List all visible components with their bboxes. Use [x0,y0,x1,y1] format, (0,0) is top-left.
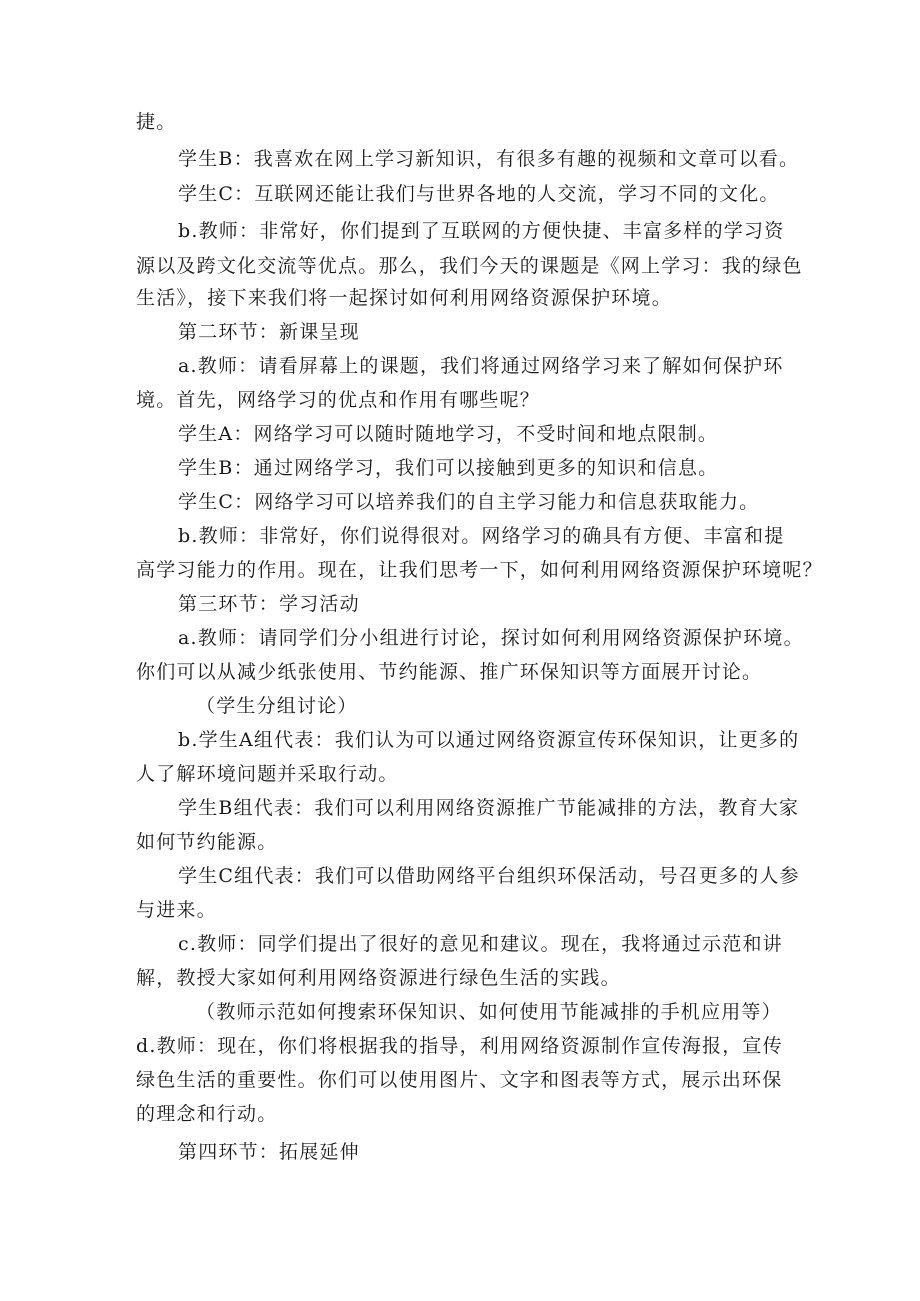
text-line: 如何节约能源。 [136,831,278,853]
text-line: 人了解环境问题并采取行动。 [136,763,399,785]
text-line: 捷。 [136,111,177,133]
text-line: b.学生A组代表：我们认为可以通过网络资源宣传环保知识，让更多的 [178,729,800,751]
text-line: 的理念和行动。 [136,1103,278,1125]
section-heading: 第四环节：拓展延伸 [178,1141,360,1163]
section-heading: 第三环节：学习活动 [178,593,360,615]
section-heading: 第二环节：新课呈现 [178,321,360,343]
text-line: 学生A：网络学习可以随时随地学习，不受时间和地点限制。 [178,423,719,445]
text-line: （教师示范如何搜索环保知识、如何使用节能减排的手机应用等） [196,1001,782,1023]
text-line: b.教师：非常好，你们提到了互联网的方便快捷、丰富多样的学习资 [178,220,785,242]
text-line: 解，教授大家如何利用网络资源进行绿色生活的实践。 [136,967,621,989]
text-line: 你们可以从减少纸张使用、节约能源、推广环保知识等方面展开讨论。 [136,661,763,683]
text-line: 学生C：互联网还能让我们与世界各地的人交流，学习不同的文化。 [178,183,780,205]
text-line: 生活》，接下来我们将一起探讨如何利用网络资源保护环境。 [136,287,672,309]
text-line: 高学习能力的作用。现在，让我们思考一下，如何利用网络资源保护环境呢？ [136,559,823,581]
text-line: 绿色生活的重要性。你们可以使用图片、文字和图表等方式，展示出环保 [136,1069,783,1091]
text-line: d.教师：现在，你们将根据我的指导，利用网络资源制作宣传海报，宣传 [136,1035,783,1057]
text-line: 学生C：网络学习可以培养我们的自主学习能力和信息获取能力。 [178,491,760,513]
text-line: c.教师：同学们提出了很好的意见和建议。现在，我将通过示范和讲 [178,933,783,955]
text-line: a.教师：请看屏幕上的课题，我们将通过网络学习来了解如何保护环 [178,355,784,377]
text-line: 学生B：通过网络学习，我们可以接触到更多的知识和信息。 [178,457,719,479]
text-line: b.教师：非常好，你们说得很对。网络学习的确具有方便、丰富和提 [178,525,785,547]
text-line: 学生B组代表：我们可以利用网络资源推广节能减排的方法，教育大家 [178,797,800,819]
text-line: a.教师：请同学们分小组进行讨论，探讨如何利用网络资源保护环境。 [178,627,804,649]
text-line: （学生分组讨论） [196,695,358,717]
text-line: 境。首先，网络学习的优点和作用有哪些呢？ [136,389,541,411]
text-line: 学生B：我喜欢在网上学习新知识，有很多有趣的视频和文章可以看。 [178,148,800,170]
text-line: 与进来。 [136,899,217,921]
text-line: 学生C组代表：我们可以借助网络平台组织环保活动，号召更多的人参 [178,865,800,887]
text-line: 源以及跨文化交流等优点。那么，我们今天的课题是《网上学习：我的绿色 [136,255,803,277]
